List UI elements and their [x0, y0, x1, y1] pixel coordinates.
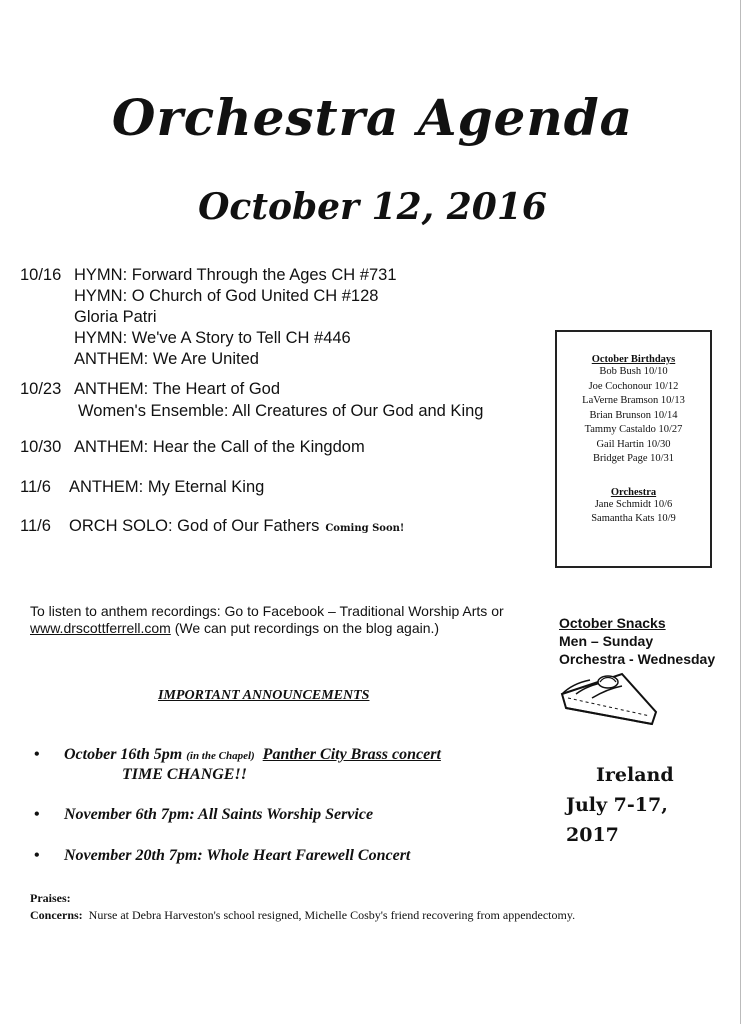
announcement-text: November 20th 7pm: Whole Heart Farewell Concert — [64, 847, 411, 864]
schedule-date: 10/30 — [20, 438, 62, 456]
concerns-text: Nurse at Debra Harveston's school resigned, Michelle Cosby's friend recovering from appendectomy. — [88, 908, 576, 922]
praises-row — [30, 890, 575, 907]
birthday-entry: Bob Bush 10/10 — [599, 366, 668, 377]
bullet-icon: • — [34, 746, 40, 763]
announcement-item — [34, 806, 374, 824]
orchestra-birthdays-heading: Orchestra — [610, 486, 657, 498]
birthday-entry: Gail Hartin 10/30 — [596, 438, 671, 450]
birthday-entry: Bridget Page 10/31 — [592, 453, 675, 464]
praises-label: Praises: — [30, 891, 71, 905]
concerns-row — [30, 907, 575, 924]
prayer-section — [30, 890, 575, 924]
snacks-line: Orchestra - Wednesday — [559, 651, 716, 667]
schedule-item: ANTHEM: We Are United — [74, 350, 259, 368]
announcement-location: (in the Chapel) — [186, 750, 255, 762]
schedule-item: ANTHEM: Hear the Call of the Kingdom — [74, 438, 365, 456]
birthday-entry: Jane Schmidt 10/6 — [594, 498, 673, 510]
snacks-heading: October Snacks — [559, 615, 666, 631]
schedule-item: HYMN: Forward Through the Ages CH #731 — [74, 266, 397, 284]
announcement-text: November 6th 7pm: All Saints Worship Service — [64, 806, 374, 823]
schedule-item: Gloria Patri — [74, 308, 157, 326]
snacks-block — [559, 614, 715, 668]
announcement-text: October 16th 5pm — [64, 746, 183, 763]
birthdays-heading: October Birthdays — [591, 354, 676, 365]
schedule-item: Women's Ensemble: All Creatures of Our God and King — [78, 402, 484, 420]
schedule-item: ANTHEM: The Heart of God — [74, 380, 281, 398]
announcement-item — [34, 746, 441, 764]
trip-destination: Ireland — [596, 764, 674, 786]
schedule-date: 10/23 — [20, 380, 62, 398]
schedule-date: 10/16 — [20, 266, 62, 284]
schedule-date: 11/6 — [20, 478, 51, 496]
birthday-entry: Brian Brunson 10/14 — [589, 409, 678, 421]
page-edge-line — [740, 0, 741, 1024]
schedule-item: HYMN: O Church of God United CH #128 — [74, 287, 379, 305]
page-title: Orchestra Agenda — [111, 88, 634, 147]
trip-dates: July 7-17, 2017 — [566, 794, 668, 846]
announcement-note: TIME CHANGE!! — [122, 766, 247, 783]
birthday-entry: Joe Cochonour 10/12 — [588, 380, 679, 392]
trip-notice — [560, 760, 720, 850]
schedule-item: ANTHEM: My Eternal King — [69, 478, 265, 496]
announcements-heading: IMPORTANT ANNOUNCEMENTS — [158, 688, 370, 703]
schedule-item — [69, 515, 404, 540]
schedule-item: HYMN: We've A Story to Tell CH #446 — [74, 329, 351, 347]
listen-line-2-text: (We can put recordings on the blog again.) — [170, 620, 440, 636]
page-date: October 12, 2016 — [198, 186, 547, 228]
listen-line-2 — [30, 620, 550, 637]
concerns-label: Concerns: — [30, 908, 83, 922]
announcement-item — [34, 847, 411, 865]
snacks-line: Men – Sunday — [559, 633, 654, 649]
birthday-entry: Tammy Castaldo 10/27 — [584, 424, 683, 435]
birthday-entry: Samantha Kats 10/9 — [591, 513, 676, 524]
birthday-entry: LaVerne Bramson 10/13 — [582, 395, 685, 406]
website-link[interactable]: www.drscottferrell.com — [30, 620, 171, 636]
bullet-icon: • — [34, 847, 40, 864]
schedule-item-text: ORCH SOLO: God of Our Fathers — [69, 517, 320, 535]
birthdays-box — [555, 330, 712, 568]
pie-icon — [556, 668, 660, 730]
announcement-event: Panther City Brass concert — [262, 746, 441, 763]
schedule-date: 11/6 — [20, 517, 51, 535]
coming-soon-note: Coming Soon! — [325, 523, 405, 534]
listen-note — [30, 603, 550, 637]
bullet-icon: • — [34, 806, 40, 823]
listen-line-1: To listen to anthem recordings: Go to Facebook – Traditional Worship Arts or — [30, 603, 504, 619]
